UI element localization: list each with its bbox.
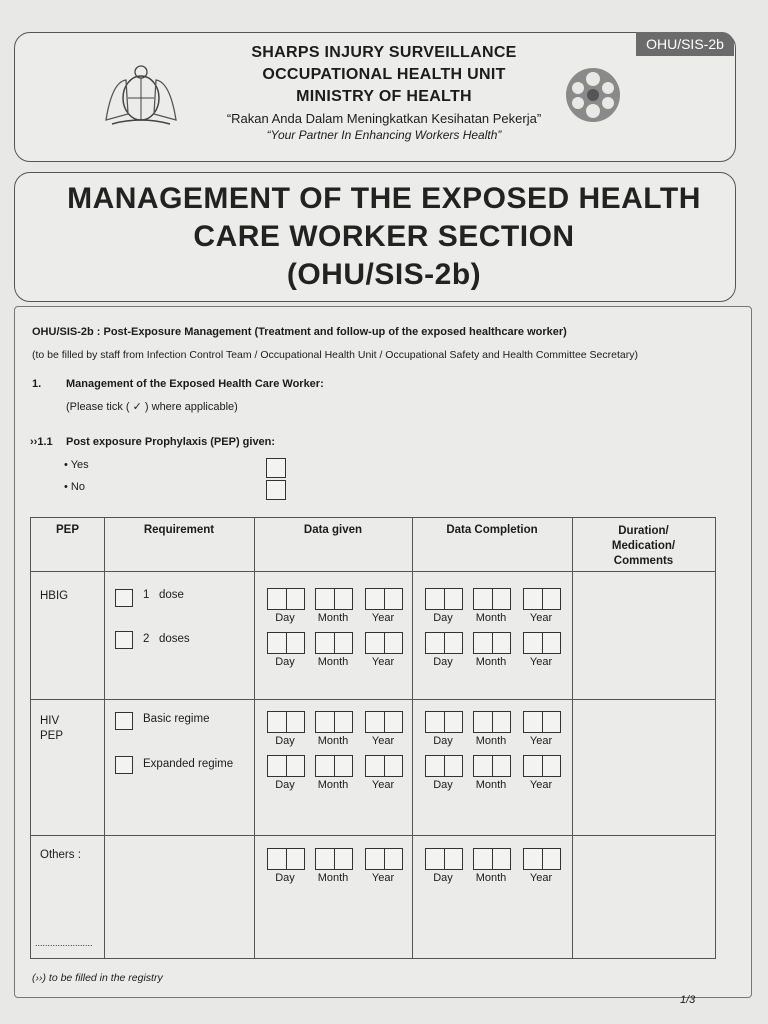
day-label: Day <box>275 656 295 668</box>
date-given-group <box>267 632 415 670</box>
month-input[interactable] <box>315 848 353 870</box>
hbig-2-doses-checkbox[interactable] <box>115 631 133 649</box>
hiv-expanded-regime-label: Expanded regime <box>143 758 234 770</box>
year-input[interactable] <box>365 755 403 777</box>
day-label: Day <box>275 735 295 747</box>
month-label: Month <box>475 735 507 747</box>
month-input[interactable] <box>315 632 353 654</box>
header-duration-medication-comments: Duration/ Medication/ Comments <box>611 525 676 567</box>
hiv-expanded-regime-checkbox[interactable] <box>115 756 133 774</box>
hbig-2-doses-label: 2 doses <box>143 633 190 645</box>
q1-instruction: (Please tick ( ✓ ) where applicable) <box>66 401 238 413</box>
year-label: Year <box>529 735 553 747</box>
month-label: Month <box>317 872 349 884</box>
month-input[interactable] <box>315 755 353 777</box>
no-checkbox[interactable] <box>266 480 286 500</box>
month-input[interactable] <box>473 588 511 610</box>
day-label: Day <box>275 779 295 791</box>
month-input[interactable] <box>315 711 353 733</box>
year-label: Year <box>529 656 553 668</box>
section-note: (to be filled by staff from Infection Control Team / Occupational Health Unit / Occupational Safety and Health Committee Secretary) <box>32 349 638 361</box>
year-input[interactable] <box>365 588 403 610</box>
day-input[interactable] <box>267 755 305 777</box>
month-input[interactable] <box>473 632 511 654</box>
month-input[interactable] <box>473 755 511 777</box>
day-input[interactable] <box>267 848 305 870</box>
motto-malay: “Rakan Anda Dalam Meningkatkan Kesihatan Pekerja” <box>226 111 542 126</box>
year-label: Year <box>371 779 395 791</box>
year-label: Year <box>371 612 395 624</box>
option-yes-label: • Yes <box>64 459 89 471</box>
month-label: Month <box>475 656 507 668</box>
title-line-2: CARE WORKER SECTION <box>193 220 575 253</box>
day-input[interactable] <box>267 632 305 654</box>
year-label: Year <box>529 779 553 791</box>
row-others-label: Others : <box>40 849 81 861</box>
year-input[interactable] <box>523 755 561 777</box>
day-input[interactable] <box>267 711 305 733</box>
title-line-1: MANAGEMENT OF THE EXPOSED HEALTH <box>67 182 701 215</box>
year-label: Year <box>529 612 553 624</box>
year-label: Year <box>529 872 553 884</box>
day-label: Day <box>275 872 295 884</box>
others-blank-line: ....................... <box>35 938 93 948</box>
day-label: Day <box>433 735 453 747</box>
month-label: Month <box>317 612 349 624</box>
motto-english: “Your Partner In Enhancing Workers Health” <box>266 128 502 142</box>
day-input[interactable] <box>267 588 305 610</box>
year-label: Year <box>371 872 395 884</box>
day-input[interactable] <box>425 632 463 654</box>
yes-checkbox[interactable] <box>266 458 286 478</box>
day-label: Day <box>275 612 295 624</box>
date-completion-group <box>425 848 573 886</box>
title-line-3: (OHU/SIS-2b) <box>286 258 482 291</box>
header-line-2: OCCUPATIONAL HEALTH UNIT <box>262 66 506 83</box>
year-input[interactable] <box>365 848 403 870</box>
option-no-label: • No <box>64 481 85 493</box>
day-input[interactable] <box>425 848 463 870</box>
date-completion-group <box>425 588 573 626</box>
header-data-given: Data given <box>303 524 363 536</box>
day-input[interactable] <box>425 711 463 733</box>
date-completion-group <box>425 711 573 749</box>
month-label: Month <box>317 735 349 747</box>
year-input[interactable] <box>365 711 403 733</box>
date-given-group <box>267 588 415 626</box>
month-input[interactable] <box>473 711 511 733</box>
month-label: Month <box>317 779 349 791</box>
form-code-tab: OHU/SIS-2b <box>636 32 734 56</box>
q1-number: 1. <box>32 378 42 390</box>
year-label: Year <box>371 735 395 747</box>
month-input[interactable] <box>473 848 511 870</box>
year-input[interactable] <box>523 711 561 733</box>
header-line-1: SHARPS INJURY SURVEILLANCE <box>251 44 517 61</box>
row-hiv-pep-label: HIV PEP <box>40 715 64 742</box>
page-number: 1/3 <box>680 994 696 1006</box>
date-given-group <box>267 755 415 793</box>
year-input[interactable] <box>523 588 561 610</box>
month-label: Month <box>475 612 507 624</box>
month-label: Month <box>317 656 349 668</box>
year-input[interactable] <box>523 848 561 870</box>
date-given-group <box>267 848 415 886</box>
date-completion-group <box>425 755 573 793</box>
header-data-completion: Data Completion <box>446 524 538 536</box>
day-input[interactable] <box>425 755 463 777</box>
day-label: Day <box>433 612 453 624</box>
q1-1-label: Post exposure Prophylaxis (PEP) given: <box>66 436 276 448</box>
header-line-3: MINISTRY OF HEALTH <box>296 88 472 105</box>
date-completion-group <box>425 632 573 670</box>
footnote: (››) to be filled in the registry <box>32 972 163 984</box>
q1-1-number: ››1.1 <box>30 436 53 448</box>
hiv-basic-regime-label: Basic regime <box>143 713 210 725</box>
day-input[interactable] <box>425 588 463 610</box>
day-label: Day <box>433 656 453 668</box>
section-heading: OHU/SIS-2b : Post-Exposure Management (Treatment and follow-up of the exposed healthcare worker) <box>32 326 567 338</box>
hiv-basic-regime-checkbox[interactable] <box>115 712 133 730</box>
year-input[interactable] <box>523 632 561 654</box>
month-label: Month <box>475 779 507 791</box>
hbig-1-dose-label: 1 dose <box>143 589 184 601</box>
day-label: Day <box>433 872 453 884</box>
header-requirement: Requirement <box>143 524 215 536</box>
year-input[interactable] <box>365 632 403 654</box>
month-label: Month <box>475 872 507 884</box>
date-given-group <box>267 711 415 749</box>
hbig-1-dose-checkbox[interactable] <box>115 589 133 607</box>
pep-table <box>30 517 716 959</box>
month-input[interactable] <box>315 588 353 610</box>
day-label: Day <box>433 779 453 791</box>
q1-label: Management of the Exposed Health Care Worker: <box>66 378 324 390</box>
header-pep: PEP <box>55 524 79 536</box>
year-label: Year <box>371 656 395 668</box>
row-hbig-label: HBIG <box>40 590 69 602</box>
